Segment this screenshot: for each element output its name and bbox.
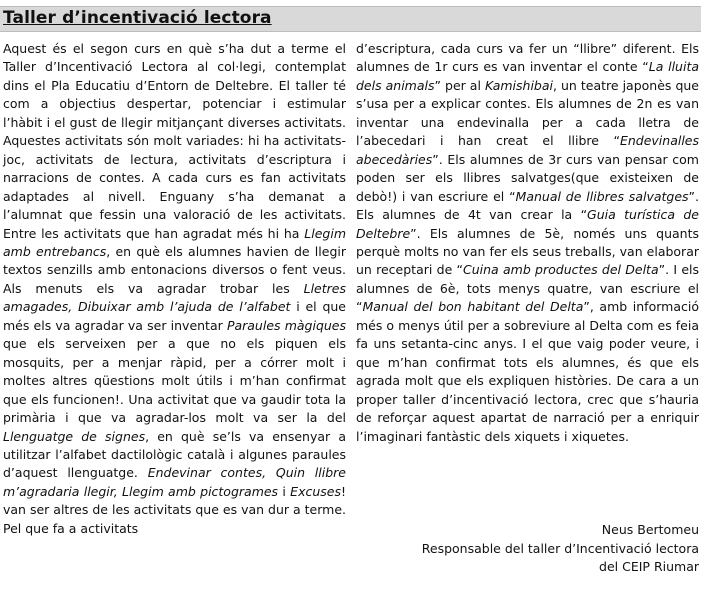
italic-title-text: Manual de llibres salvatges [515, 188, 689, 204]
left-column-text [3, 40, 346, 538]
italic-title-text: La lluita dels animals [356, 59, 700, 93]
italic-title-text: Manual del bon habitant del Delta [362, 299, 584, 315]
body-text: ”, amb informació més o menys útil per a sobreviure al Delta com es feia fa uns setanta-cinc anys. I el que vaig poder veure, i que m’han confirmat tots els alumnes, és que els agrada molt que els expliquen històries. De cara a un proper taller d’incentivació lectora, crec que s’hauria de reforçar aquest apartat de narració per a enriquir l’imaginari fantàstic dels xiquets i xiquetes. [356, 299, 699, 444]
author-role: Responsable del taller d’Incentivació lectora [421, 540, 699, 556]
italic-title-text: Endevinalles abecedàries [356, 133, 699, 167]
body-text: ”. Els alumnes de 3r curs van pensar com poden ser els llibres salvatges(que existeixen de debò!) i van escriure el “ [356, 151, 699, 204]
italic-title-text: Excuses [290, 483, 341, 499]
body-text: , un teatre japonès que s’usa per a explicar contes. Els alumnes de 2n es van inventar una endevinalla per a cada lletra de l’abecedari i han creat el llibre “ [356, 77, 699, 149]
italic-title-text: Guia turística de Deltebre [356, 207, 699, 241]
right-column [356, 40, 699, 538]
italic-title-text: Lletres amagades, Dibuixar amb l’ajuda de l’alfabet [3, 280, 346, 315]
body-text: Aquest és el segon curs en què s’ha dut a terme el Taller d’Incentivació Lectora al col·legi, contemplat dins el Pla Educatiu d’Entorn de Deltebre. El taller té com a objectius despertar, potenciar i estimular l’hàbit i el gust de llegir mitjançant diverses activitats. Aquestes activitats són molt variades: hi ha activitats-joc, activitats de lectura, activitats d’escriptura i narracions de contes. A cada curs es fan activitats adaptades al nivell. Enguany s’ha demanat a l’alumnat que fessin una valoració de les activitats. Entre les activitats que han agradat més hi ha [3, 41, 346, 241]
body-text: ”. Els alumnes de 4t van crear la “ [356, 188, 699, 223]
left-column [3, 40, 346, 538]
author-name: Neus Bertomeu [601, 522, 699, 537]
italic-title-text: Llenguatge de signes [3, 428, 146, 444]
body-text: ” per al [434, 77, 485, 93]
body-text: i [278, 483, 291, 499]
right-column-text [356, 40, 699, 446]
body-text: , en què se’ls va ensenyar a utilitzar l’alfabet dactilològic català i algunes paraules d’aquest llenguatge. [3, 428, 346, 481]
signature-block [422, 521, 699, 577]
italic-title-text: Paraules màgiques [226, 317, 347, 333]
italic-title-text: Llegim amb entrebancs [3, 225, 346, 259]
body-text: ”. I els alumnes de 6è, tots menys quatre, van escriure el “ [356, 262, 699, 315]
title-bar [0, 6, 701, 32]
italic-title-text: Cuina amb productes del Delta [463, 262, 659, 278]
body-text: d’escriptura, cada curs va fer un “llibre” diferent. Els alumnes de 1r curs es van inventar el conte “ [356, 41, 699, 75]
italic-title-text: Endevinar contes, Quin llibre m’agradaria llegir, Llegim amb pictogrames [3, 465, 346, 499]
author-school: del CEIP Riumar [599, 559, 699, 574]
body-text: que els serveixen per a que no els piquen els mosquits, per a menjar ràpid, per a córrer molt i moltes altres qüestions molt útils i m’han confirmat que els funcionen!. Una activitat que va gaudir tota la primària i que va agradar-los molt va ser la del [3, 336, 346, 426]
body-text: , en què els alumnes havien de llegir textos senzills amb entonacions diversos o fent veus. Als menuts els va agradar trobar les [3, 243, 346, 296]
body-text: i el que més els va agradar va ser inventar [3, 299, 346, 333]
body-text: ”. Els alumnes de 5è, només uns quants perquè molts no van fer els seus treballs, van elaborar un receptari de “ [356, 225, 699, 278]
body-text: ! van ser altres de les activitats que es van dur a terme. Pel que fa a activitats [3, 483, 346, 536]
italic-title-text: Kamishibai [484, 77, 553, 93]
article-title: Taller d’incentivació lectora [3, 8, 272, 28]
article-body [3, 40, 699, 538]
